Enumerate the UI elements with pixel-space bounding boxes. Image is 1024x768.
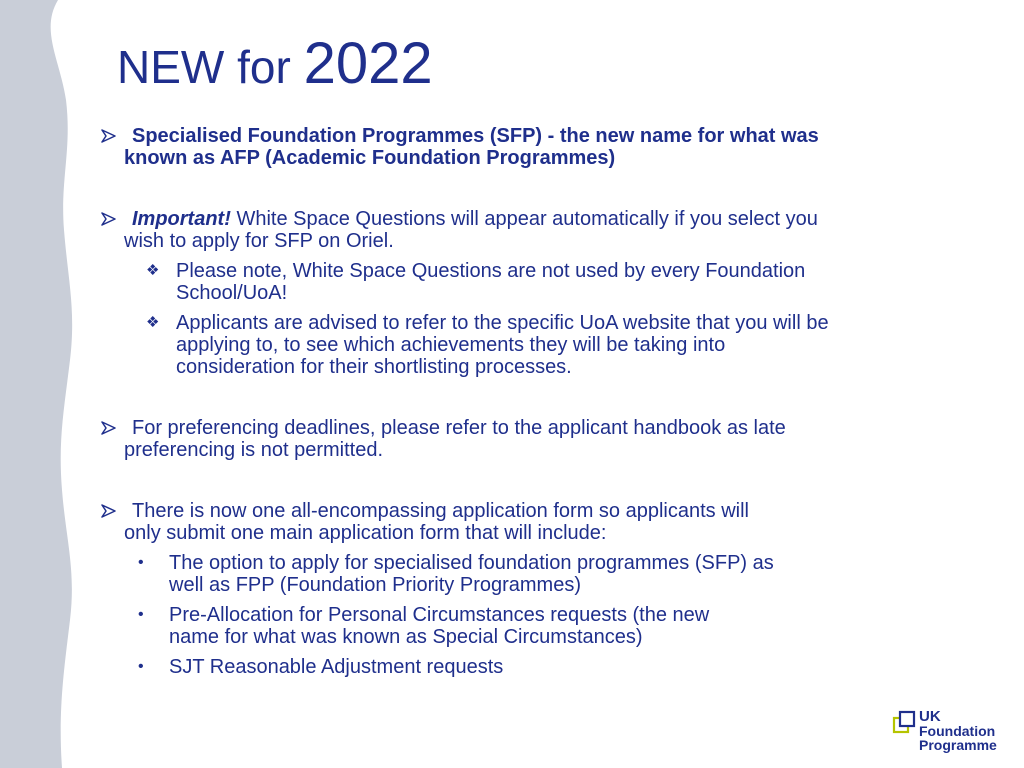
sub-bullet-uoa-line1: Applicants are advised to refer to the specific UoA website that you will be	[176, 312, 829, 334]
diamond-bullet-icon: ❖	[146, 314, 160, 331]
arrow-bullet-icon	[101, 503, 117, 519]
logo-line-programme: Programme	[919, 737, 997, 753]
dot-bullet-icon: •	[138, 554, 144, 571]
dot-bullet-icon: •	[138, 658, 144, 675]
bullet-deadlines-line2: preferencing is not permitted.	[124, 439, 384, 461]
bullet-sfp-line1: Specialised Foundation Programmes (SFP) - the new name for what was	[132, 125, 819, 147]
important-label: Important!	[132, 208, 231, 230]
title-text: NEW for	[117, 41, 304, 93]
sub-bullet-sfp-option-line2: well as FPP (Foundation Priority Programmes)	[169, 574, 581, 596]
title-year: 2022	[303, 31, 433, 96]
arrow-bullet-icon	[101, 211, 117, 227]
sub-bullet-preallocation-line2: name for what was known as Special Circumstances)	[169, 626, 643, 648]
dot-bullet-icon: •	[138, 606, 144, 623]
important-text: White Space Questions will appear automatically if you select you	[230, 208, 818, 230]
sub-bullet-sfp-option-line1: The option to apply for specialised foundation programmes (SFP) as	[169, 552, 774, 574]
sub-bullet-uoa-line3: consideration for their shortlisting processes.	[176, 356, 572, 378]
arrow-bullet-icon	[101, 420, 117, 436]
sub-bullet-preallocation-line1: Pre-Allocation for Personal Circumstances requests (the new	[169, 604, 710, 626]
logo-text	[919, 710, 997, 752]
sub-bullet-uoa-line2: applying to, to see which achievements they will be taking into	[176, 334, 726, 356]
logo-line-foundation: Foundation	[919, 723, 996, 739]
logo-line-uk: UK	[919, 708, 941, 725]
bullet-form-line1: There is now one all-encompassing application form so applicants will	[132, 500, 749, 522]
bullet-important-line1	[132, 208, 818, 230]
sub-bullet-whitespace-line2: School/UoA!	[176, 282, 288, 304]
bullet-important-line2: wish to apply for SFP on Oriel.	[124, 230, 394, 252]
arrow-bullet-icon	[101, 128, 117, 144]
diamond-bullet-icon: ❖	[146, 262, 160, 279]
bullet-form-line2: only submit one main application form that will include:	[124, 522, 607, 544]
sub-bullet-whitespace-line1: Please note, White Space Questions are not used by every Foundation	[176, 260, 806, 282]
bullet-sfp-line2: known as AFP (Academic Foundation Programmes)	[124, 147, 616, 169]
sub-bullet-sjt-line1: SJT Reasonable Adjustment requests	[169, 656, 504, 678]
bullet-deadlines-line1: For preferencing deadlines, please refer to the applicant handbook as late	[132, 417, 786, 439]
